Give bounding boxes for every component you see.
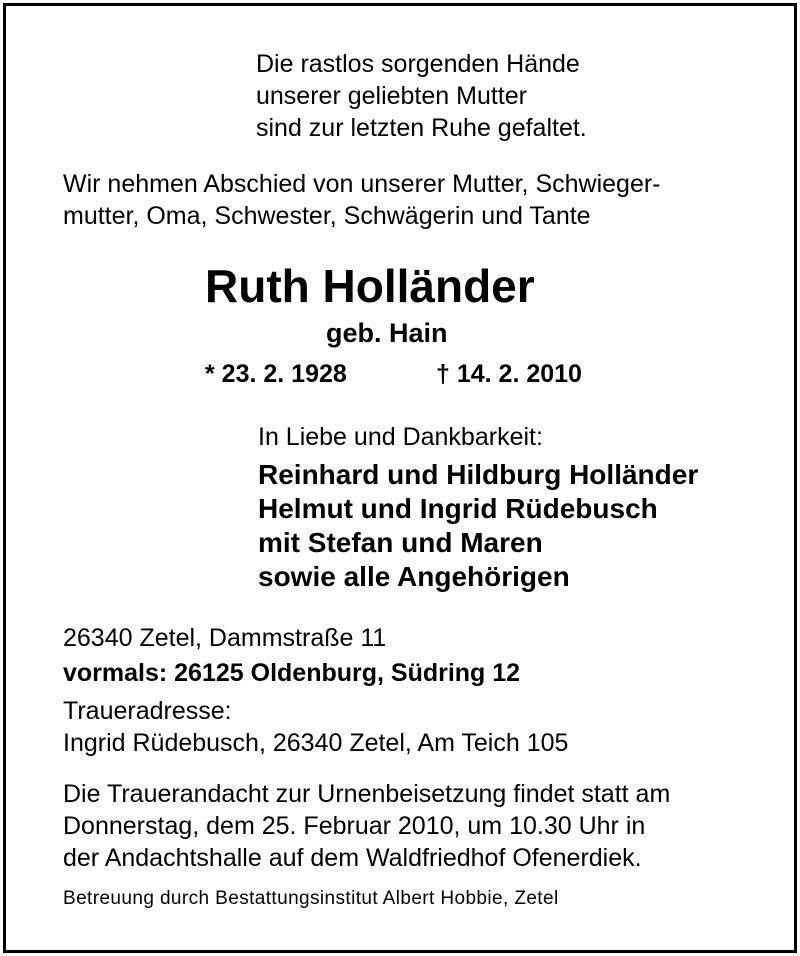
closing-phrase: In Liebe und Dankbarkeit: [258, 423, 543, 451]
address: 26340 Zetel, Dammstraße 11 [63, 624, 387, 652]
deceased-name: Ruth Holländer [205, 260, 535, 312]
service-line: der Andachtshalle auf dem Waldfriedhof Ofenerdiek. [63, 844, 642, 872]
death-date: † 14. 2. 2010 [436, 360, 582, 388]
quote-line: Die rastlos sorgenden Hände [256, 50, 580, 78]
intro-line: Wir nehmen Abschied von unserer Mutter, Schwieger- [63, 170, 661, 198]
family-line: sowie alle Angehörigen [258, 561, 570, 592]
quote-line: unserer geliebten Mutter [256, 82, 527, 110]
maiden-name: geb. Hain [326, 318, 448, 348]
service-line: Die Trauerandacht zur Urnenbeisetzung findet statt am [63, 780, 671, 808]
mourning-address-label: Traueradresse: [63, 697, 232, 725]
service-line: Donnerstag, dem 25. Februar 2010, um 10.30 Uhr in [63, 812, 646, 840]
intro-line: mutter, Oma, Schwester, Schwägerin und Tante [63, 202, 591, 230]
funeral-home-credit: Betreuung durch Bestattungsinstitut Albert Hobbie, Zetel [63, 888, 559, 909]
family-line: mit Stefan und Maren [258, 527, 543, 558]
former-address: vormals: 26125 Oldenburg, Südring 12 [63, 659, 521, 687]
family-line: Helmut und Ingrid Rüdebusch [258, 493, 658, 524]
family-line: Reinhard und Hildburg Holländer [258, 459, 699, 490]
birth-date: * 23. 2. 1928 [205, 360, 347, 388]
quote-line: sind zur letzten Ruhe gefaltet. [256, 114, 587, 142]
mourning-address: Ingrid Rüdebusch, 26340 Zetel, Am Teich 105 [63, 729, 569, 757]
